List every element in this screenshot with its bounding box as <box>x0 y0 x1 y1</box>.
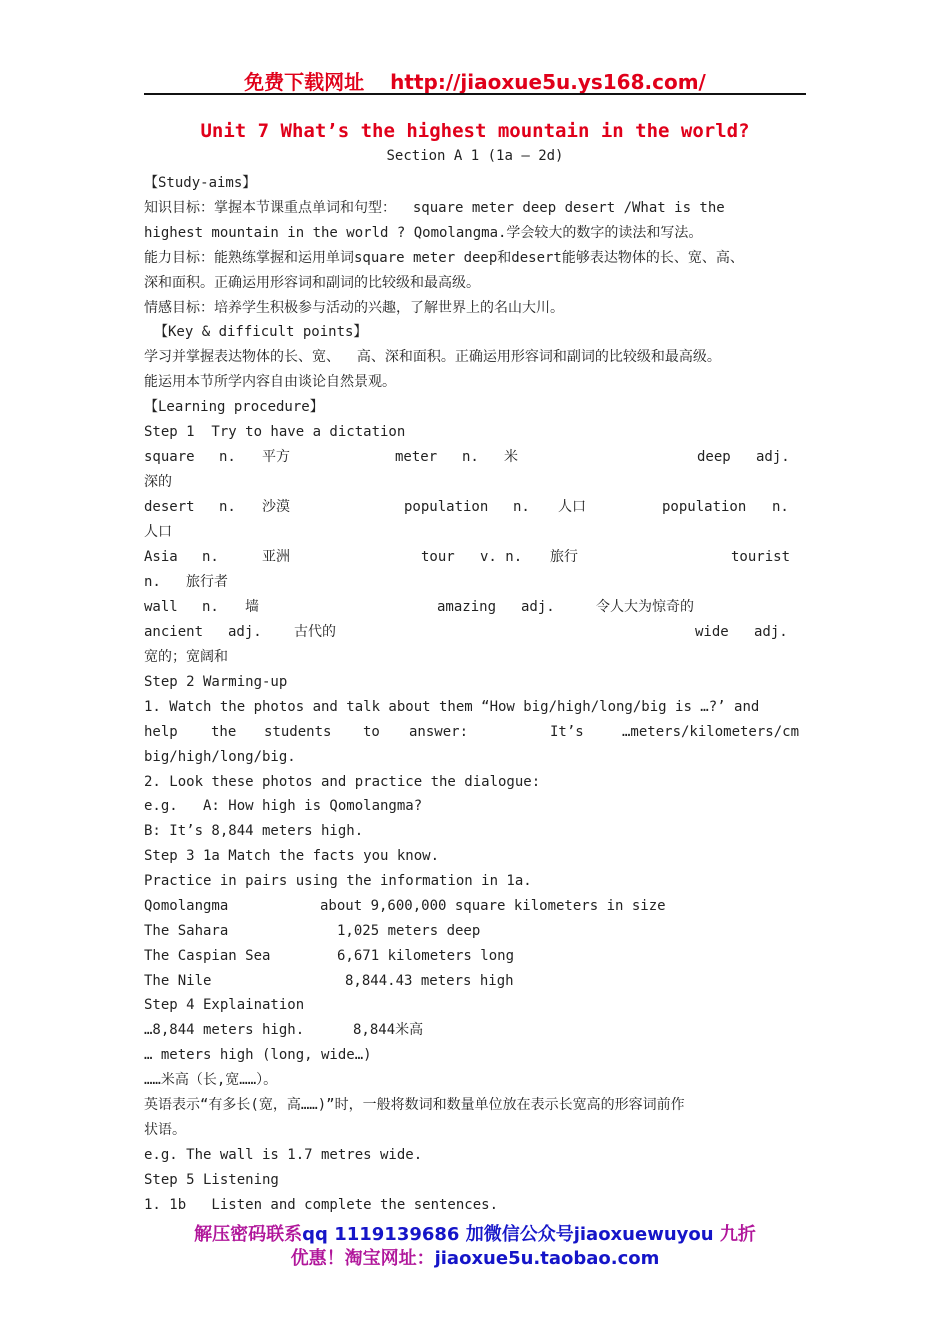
vocab-pos: n. <box>462 449 479 465</box>
vocab-word: tourist <box>731 549 791 565</box>
vocab-pos: n. <box>219 499 236 515</box>
vocab-pos: adj. <box>754 624 788 640</box>
fact-value: about 9,600,000 square kilometers in size <box>320 898 666 914</box>
explain-line1-cn: 8,844米高 <box>353 1022 424 1038</box>
footer-text: qq 1119139686 加微信公众号 <box>302 1224 574 1245</box>
explain-line2: … meters high (long, wide…) <box>144 1047 372 1063</box>
section-subtitle: Section A 1 (1a – 2d) <box>386 148 564 164</box>
justified-word: …meters/kilometers/cm <box>622 724 800 740</box>
justified-word: to <box>363 724 380 740</box>
footer-wechat: jiaoxuewuyou <box>573 1224 714 1245</box>
vocab-meaning: 米 <box>504 449 518 465</box>
vocab-word: square <box>144 449 195 465</box>
key-points-line1: 学习并掌握表达物体的长、宽、 高、深和面积。正确运用形容词和副词的比较级和最高级。 <box>144 349 721 365</box>
vocab-word: population <box>404 499 489 515</box>
vocab-meaning: 墙 <box>245 599 259 615</box>
vocab-meaning: 深的 <box>144 474 172 490</box>
vocab-pos: n. <box>202 549 219 565</box>
key-points-heading: 【Key & difficult points】 <box>154 324 368 340</box>
vocab-meaning: 人口 <box>558 499 586 515</box>
dialogue-line-a: e.g. A: How high is Qomolangma? <box>144 798 423 814</box>
vocab-word: population <box>662 499 747 515</box>
vocab-word: desert <box>144 499 195 515</box>
ability-aim-line1: 能力目标：能熟练掌握和运用单词square meter deep和desert能够表达物体的长、宽、高、 <box>144 250 744 266</box>
vocab-word: meter <box>395 449 438 465</box>
step2-item2: 2. Look these photos and practice the dialogue: <box>144 774 541 790</box>
key-points-line2: 能运用本节所学内容自由谈论自然景观。 <box>144 374 396 390</box>
fact-value: 8,844.43 meters high <box>345 973 514 989</box>
vocab-pos: adj. <box>228 624 262 640</box>
fact-name: The Caspian Sea <box>144 948 271 964</box>
header-url-link[interactable]: http://jiaoxue5u.ys168.com/ <box>390 70 706 94</box>
footer-text: 优惠！淘宝网址： <box>290 1248 435 1269</box>
page-title: Unit 7 What’s the highest mountain in the world? <box>200 120 750 142</box>
step5-title: Step 5 Listening <box>144 1172 279 1188</box>
vocab-meaning: 旅行 <box>550 549 578 565</box>
step3-practice: Practice in pairs using the information in 1a. <box>144 873 532 889</box>
vocab-meaning: 亚洲 <box>262 549 290 565</box>
vocab-meaning: 旅行者 <box>186 574 228 590</box>
vocab-word: deep <box>697 449 731 465</box>
vocab-meaning: 沙漠 <box>262 499 290 515</box>
vocab-word: ancient <box>144 624 204 640</box>
header-divider <box>144 93 806 95</box>
step2-title: Step 2 Warming-up <box>144 674 288 690</box>
vocab-word: wide <box>695 624 729 640</box>
footer-text: 解压密码联系 <box>194 1224 303 1245</box>
justified-word: the <box>211 724 237 740</box>
footer-shop-link[interactable]: jiaoxue5u.taobao.com <box>434 1248 660 1269</box>
fact-name: Qomolangma <box>144 898 229 914</box>
explain-example: e.g. The wall is 1.7 metres wide. <box>144 1147 423 1163</box>
vocab-meaning: 令人大为惊奇的 <box>596 599 694 615</box>
step3-title: Step 3 1a Match the facts you know. <box>144 848 440 864</box>
ability-aim-line2: 深和面积。正确运用形容词和副词的比较级和最高级。 <box>144 275 480 291</box>
vocab-word: Asia <box>144 549 178 565</box>
knowledge-aim-line2: highest mountain in the world ? Qomolangma.学会较大的数字的读法和写法。 <box>144 225 703 241</box>
vocab-pos: n. <box>772 499 789 515</box>
step2-item1-line1: 1. Watch the photos and talk about them “How big/high/long/big is …?’ and <box>144 699 760 715</box>
header <box>0 66 950 95</box>
justified-word: students <box>264 724 332 740</box>
explain-line1-en: …8,844 meters high. <box>144 1022 305 1038</box>
vocab-word: tour <box>421 549 455 565</box>
explain-line5: 状语。 <box>144 1122 186 1138</box>
step1-title: Step 1 Try to have a dictation <box>144 424 406 440</box>
dialogue-line-b: B: It’s 8,844 meters high. <box>144 823 364 839</box>
vocab-pos: n. <box>219 449 236 465</box>
vocab-pos: adj. <box>521 599 555 615</box>
fact-name: The Nile <box>144 973 212 989</box>
footer-text: 九折 <box>713 1224 756 1245</box>
procedure-heading: 【Learning procedure】 <box>144 399 324 415</box>
fact-name: The Sahara <box>144 923 229 939</box>
step5-item1: 1. 1b Listen and complete the sentences. <box>144 1197 499 1213</box>
vocab-meaning: 宽的；宽阔和 <box>144 649 228 665</box>
justified-word: It’s <box>550 724 584 740</box>
footer-line1 <box>0 1220 950 1246</box>
vocab-pos: n. <box>202 599 219 615</box>
vocab-meaning: 古代的 <box>294 624 336 640</box>
step4-title: Step 4 Explaination <box>144 997 305 1013</box>
vocab-word: amazing <box>437 599 497 615</box>
justified-word: help <box>144 724 178 740</box>
vocab-word: wall <box>144 599 178 615</box>
knowledge-aim-line1: 知识目标：掌握本节课重点单词和句型： square meter deep desert /What is the <box>144 200 725 216</box>
footer-line2 <box>0 1244 950 1270</box>
fact-value: 6,671 kilometers long <box>337 948 515 964</box>
study-aims-heading: 【Study-aims】 <box>144 175 257 191</box>
justified-word: answer: <box>409 724 469 740</box>
explain-line3: ……米高（长,宽……）。 <box>144 1072 278 1088</box>
header-label: 免费下载网址 <box>244 70 365 94</box>
explain-line4: 英语表示“有多长(宽，高……)”时，一般将数词和数量单位放在表示长宽高的形容词前作 <box>144 1097 685 1113</box>
vocab-pos: v. n. <box>480 549 523 565</box>
vocab-pos: n. <box>144 574 161 590</box>
vocab-meaning: 平方 <box>262 449 290 465</box>
vocab-pos: n. <box>513 499 530 515</box>
step2-item1-line3: big/high/long/big. <box>144 749 296 765</box>
fact-value: 1,025 meters deep <box>337 923 481 939</box>
vocab-meaning: 人口 <box>144 524 172 540</box>
vocab-pos: adj. <box>756 449 790 465</box>
emotion-aim: 情感目标：培养学生积极参与活动的兴趣，了解世界上的名山大川。 <box>144 300 564 316</box>
